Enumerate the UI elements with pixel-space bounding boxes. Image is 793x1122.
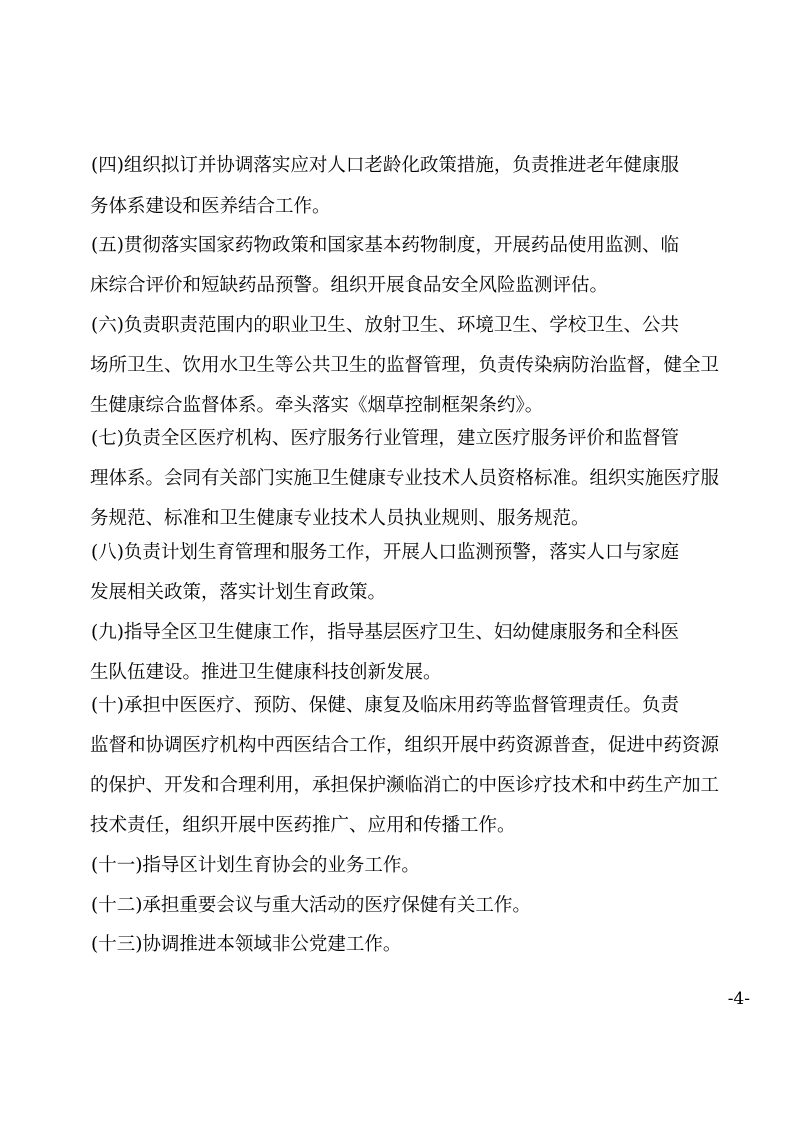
paragraph-4-line-2: 务体系建设和医养结合工作。	[90, 196, 331, 217]
paragraph-7-line-1: (七)负责全区医疗机构、医疗服务行业管理，建立医疗服务评价和监督管	[91, 428, 679, 449]
paragraph-9-line-2: 生队伍建设。推进卫生健康科技创新发展。	[90, 662, 442, 683]
paragraph-10-line-4: 技术责任，组织开展中医药推广、应用和传播工作。	[90, 815, 516, 836]
paragraph-13-line-1: (十三)协调推进本领域非公党建工作。	[91, 934, 402, 955]
paragraph-8-line-2: 发展相关政策，落实计划生育政策。	[90, 582, 387, 603]
paragraph-5-line-2: 床综合评价和短缺药品预警。组织开展食品安全风险监测评估。	[90, 275, 609, 296]
page-number: -4-	[727, 989, 750, 1009]
paragraph-10-line-1: (十)承担中医医疗、预防、保健、康复及临床用药等监督管理责任。负责	[91, 695, 679, 716]
paragraph-10-line-2: 监督和协调医疗机构中西医结合工作，组织开展中药资源普查，促进中药资源	[90, 735, 720, 756]
paragraph-5-line-1: (五)贯彻落实国家药物政策和国家基本药物制度，开展药品使用监测、临	[91, 235, 679, 256]
paragraph-6-line-2: 场所卫生、饮用水卫生等公共卫生的监督管理，负责传染病防治监督，健全卫	[90, 355, 720, 376]
paragraph-6-line-3: 生健康综合监督体系。牵头落实《烟草控制框架条约》。	[90, 395, 544, 416]
paragraph-4-line-1: (四)组织拟订并协调落实应对人口老龄化政策措施，负责推进老年健康服	[91, 155, 679, 176]
paragraph-8-line-1: (八)负责计划生育管理和服务工作，开展人口监测预警，落实人口与家庭	[91, 542, 679, 563]
paragraph-7-line-3: 务规范、标准和卫生健康专业技术人员执业规则、服务规范。	[90, 508, 590, 529]
paragraph-7-line-2: 理体系。会同有关部门实施卫生健康专业技术人员资格标准。组织实施医疗服	[90, 468, 720, 489]
paragraph-11-line-1: (十一)指导区计划生育协会的业务工作。	[91, 855, 420, 876]
paragraph-9-line-1: (九)指导全区卫生健康工作，指导基层医疗卫生、妇幼健康服务和全科医	[91, 622, 679, 643]
paragraph-6-line-1: (六)负责职责范围内的职业卫生、放射卫生、环境卫生、学校卫生、公共	[91, 315, 679, 336]
paragraph-10-line-3: 的保护、开发和合理利用，承担保护濒临消亡的中医诊疗技术和中药生产加工	[90, 775, 720, 796]
paragraph-12-line-1: (十二)承担重要会议与重大活动的医疗保健有关工作。	[91, 895, 531, 916]
